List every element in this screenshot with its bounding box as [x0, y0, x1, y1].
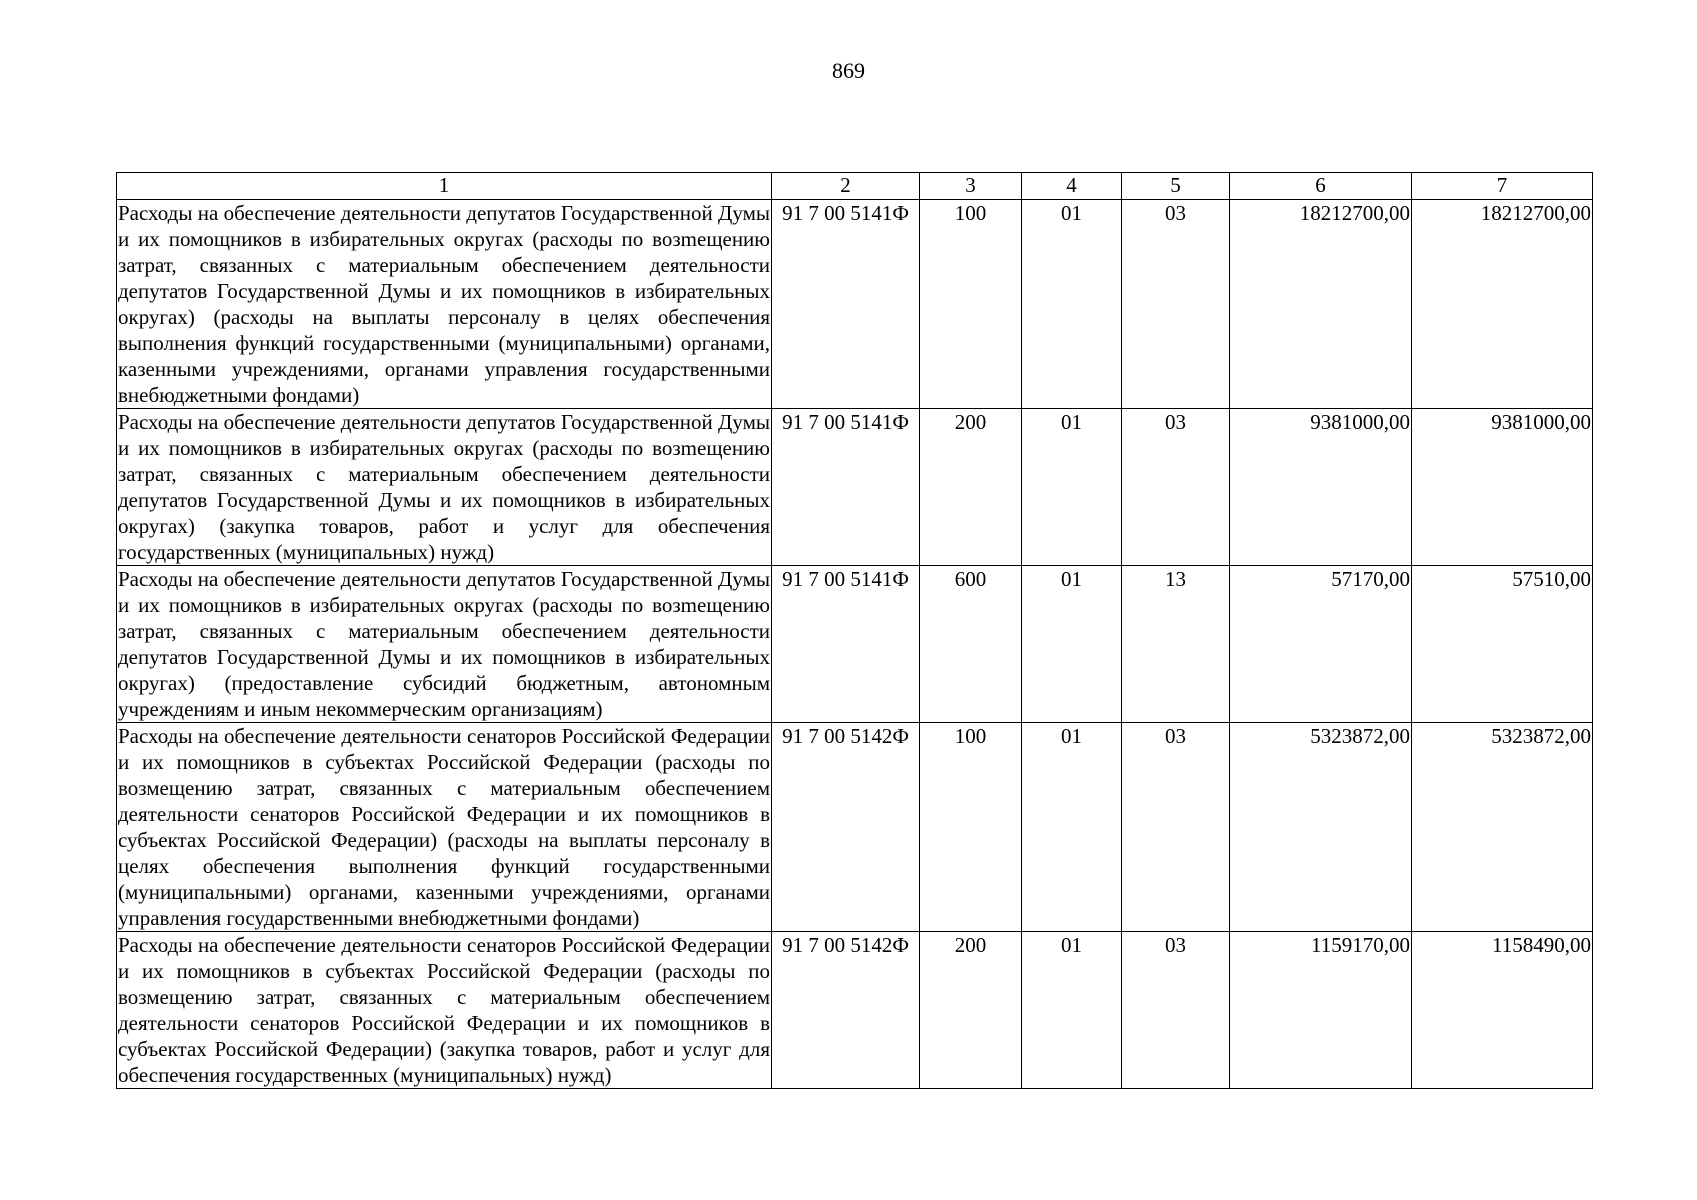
section-code: 01 — [1022, 566, 1122, 723]
table-row — [117, 723, 1593, 932]
budget-table — [116, 172, 1593, 1089]
header-col-6: 6 — [1230, 173, 1412, 200]
page-number: 869 — [832, 58, 865, 83]
amount-col-6: 1159170,00 — [1230, 932, 1412, 1089]
subsection-code: 13 — [1122, 566, 1230, 723]
amount-col-7: 57510,00 — [1412, 566, 1593, 723]
header-col-1: 1 — [117, 173, 772, 200]
target-article-code: 91 7 00 5142Ф — [772, 723, 920, 932]
target-article-code: 91 7 00 5141Ф — [772, 409, 920, 566]
expense-type-code: 200 — [920, 409, 1022, 566]
amount-col-6: 9381000,00 — [1230, 409, 1412, 566]
subsection-code: 03 — [1122, 200, 1230, 409]
header-col-2: 2 — [772, 173, 920, 200]
section-code: 01 — [1022, 409, 1122, 566]
target-article-code: 91 7 00 5142Ф — [772, 932, 920, 1089]
subsection-code: 03 — [1122, 723, 1230, 932]
table-row — [117, 932, 1593, 1089]
expense-type-code: 100 — [920, 200, 1022, 409]
amount-col-7: 9381000,00 — [1412, 409, 1593, 566]
section-code: 01 — [1022, 932, 1122, 1089]
amount-col-7: 1158490,00 — [1412, 932, 1593, 1089]
table-header-row — [117, 173, 1593, 200]
subsection-code: 03 — [1122, 409, 1230, 566]
amount-col-7: 5323872,00 — [1412, 723, 1593, 932]
expense-type-code: 200 — [920, 932, 1022, 1089]
table-row — [117, 409, 1593, 566]
subsection-code: 03 — [1122, 932, 1230, 1089]
header-col-5: 5 — [1122, 173, 1230, 200]
expense-type-code: 100 — [920, 723, 1022, 932]
section-code: 01 — [1022, 200, 1122, 409]
expense-type-code: 600 — [920, 566, 1022, 723]
expense-description: Расходы на обеспечение деятельности депутатов Государственной Думы и их помощников в избирательных округах (расходы по возmещению затрат, связанных с материальным обеспечением деятельности депутатов Государственной Думы и их помощников в избирательных округах) (расходы на выплаты персоналу в целях обеспечения выполнения функций государственными (муниципальными) органами, казенными учреждениями, органами управления государственными внебюджетными фондами) — [118, 201, 770, 407]
section-code: 01 — [1022, 723, 1122, 932]
target-article-code: 91 7 00 5141Ф — [772, 200, 920, 409]
expense-description: Расходы на обеспечение деятельности депутатов Государственной Думы и их помощников в избирательных округах (расходы по возmещению затрат, связанных с материальным обеспечением деятельности депутатов Государственной Думы и их помощников в избирательных округах) (закупка товаров, работ и услуг для обеспечения государственных (муниципальных) нужд) — [118, 410, 770, 564]
amount-col-6: 57170,00 — [1230, 566, 1412, 723]
expense-description: Расходы на обеспечение деятельности сенаторов Российской Федерации и их помощников в субъектах Российской Федерации (расходы по возмещению затрат, связанных с материальным обеспечением деятельности сенаторов Российской Федерации и их помощников в субъектах Российской Федерации) (расходы на выплаты персоналу в целях обеспечения выполнения функций государственными (муниципальными) органами, казенными учреждениями, органами управления государственными внебюджетными фондами) — [118, 724, 770, 930]
amount-col-6: 18212700,00 — [1230, 200, 1412, 409]
header-col-4: 4 — [1022, 173, 1122, 200]
header-col-3: 3 — [920, 173, 1022, 200]
table-row — [117, 200, 1593, 409]
header-col-7: 7 — [1412, 173, 1593, 200]
expense-description: Расходы на обеспечение деятельности сенаторов Российской Федерации и их помощников в субъектах Российской Федерации (расходы по возмещению затрат, связанных с материальным обеспечением деятельности сенаторов Российской Федерации и их помощников в субъектах Российской Федерации) (закупка товаров, работ и услуг для обеспечения государственных (муниципальных) нужд) — [118, 933, 770, 1087]
amount-col-7: 18212700,00 — [1412, 200, 1593, 409]
amount-col-6: 5323872,00 — [1230, 723, 1412, 932]
target-article-code: 91 7 00 5141Ф — [772, 566, 920, 723]
table-row — [117, 566, 1593, 723]
expense-description: Расходы на обеспечение деятельности депутатов Государственной Думы и их помощников в избирательных округах (расходы по возmещению затрат, связанных с материальным обеспечением деятельности депутатов Государственной Думы и их помощников в избирательных округах) (предоставление субсидий бюджетным, автономным учреждениям и иным некоммерческим организациям) — [118, 567, 770, 721]
